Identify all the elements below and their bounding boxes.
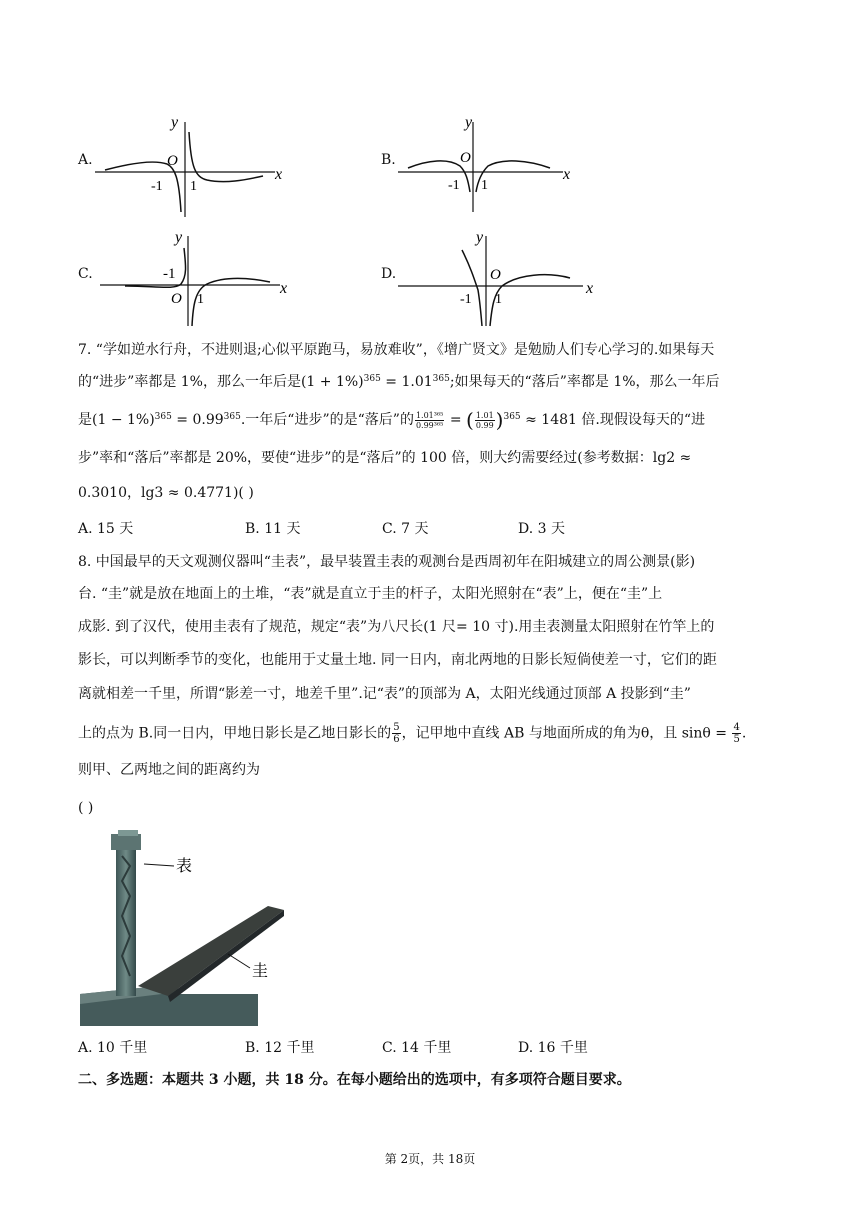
svg-text:y: y <box>171 114 179 131</box>
svg-text:1: 1 <box>190 179 197 194</box>
svg-text:x: x <box>586 280 594 297</box>
svg-text:x: x <box>275 166 283 183</box>
q8-line-3: 成影. 到了汉代，使用圭表有了规范，规定“表”为八尺长(1 尺= 10 寸).用圭表测量太阳照射在竹竿上的 <box>78 619 715 635</box>
q7-line-3: 是$(1 - 1\%)^{365} = 0.99^{365}$.一年后“进步”的是“落后”的 $\frac{\text{1.01³⁶⁵}}{\text{0.99³⁶⁵}}$ = ( $\frac{1.01}{0.99}$ )$^{365}$ ≈ 1481 倍.现假设每天的“进 <box>78 408 705 432</box>
q7-option-a[interactable]: A. 15 天 <box>78 521 134 537</box>
q8-option-d[interactable]: D. 16 千里 <box>518 1040 588 1056</box>
q8-line-6: 上的点为 B.同一日内，甲地日影长是乙地日影长的 $\frac{5}{6}$ ，记甲地中直线 AB 与地面所成的角为θ，且 sinθ = $\frac{4}{5}$ . <box>78 722 747 745</box>
option-d-label: D. <box>381 266 397 282</box>
svg-text:-1: -1 <box>151 179 163 194</box>
option-c-label: C. <box>78 266 93 282</box>
q8-option-a[interactable]: A. 10 千里 <box>78 1040 148 1056</box>
q7-option-d[interactable]: D. 3 天 <box>518 521 565 537</box>
q8-line-7: 则甲、乙两地之间的距离约为 <box>78 762 260 778</box>
svg-text:y: y <box>476 229 484 246</box>
svg-text:y: y <box>175 229 183 246</box>
q8-option-c[interactable]: C. 14 千里 <box>382 1040 452 1056</box>
svg-text:x: x <box>563 166 571 183</box>
q7-option-b[interactable]: B. 11 天 <box>245 521 301 537</box>
svg-text:y: y <box>465 114 473 131</box>
q8-line-1: 8. 中国最早的天文观测仪器叫“圭表”，最早装置圭表的观测台是西周初年在阳城建立的周公测景(影) <box>78 554 696 570</box>
q7-option-c[interactable]: C. 7 天 <box>382 521 429 537</box>
label-gui: 圭 <box>252 963 269 980</box>
q8-line-5: 离就相差一千里，所谓“影差一寸，地差千里”.记“表”的顶部为 A，太阳光线通过顶部 A 投影到“圭” <box>78 686 691 702</box>
fraction-base: $\frac{1.01}{0.99}$ <box>475 410 494 430</box>
svg-text:-1: -1 <box>448 178 460 193</box>
svg-text:x: x <box>280 280 288 297</box>
svg-text:1: 1 <box>495 292 502 307</box>
page-footer: 第 2页，共 18页 <box>384 1152 476 1166</box>
svg-text:-1: -1 <box>163 266 176 282</box>
option-b-label: B. <box>381 152 396 168</box>
option-a-label: A. <box>78 152 93 168</box>
q8-line-2: 台. “圭”就是放在地面上的土堆，“表”就是直立于圭的杆子，太阳光照射在“表”上，便在“圭”上 <box>78 586 663 602</box>
svg-text:1: 1 <box>197 292 204 307</box>
q8-option-b[interactable]: B. 12 千里 <box>245 1040 315 1056</box>
svg-text:-1: -1 <box>460 292 472 307</box>
q7-line-2: 的“进步”率都是 1%，那么一年后是$(1 + 1\%)^{365} = 1.01^{365}$;如果每天的“落后”率都是 1%，那么一年后 <box>78 374 720 390</box>
section-2-heading: 二、多选题：本题共 3 小题，共 18 分。在每小题给出的选项中，有多项符合题目要求。 <box>78 1072 631 1088</box>
svg-text:O: O <box>460 150 471 166</box>
svg-text:1: 1 <box>481 178 488 193</box>
q8-paren: ( ) <box>78 800 94 816</box>
label-biao: 表 <box>176 858 193 875</box>
svg-text:O: O <box>171 291 182 307</box>
gnomon-illustration <box>78 826 298 1026</box>
graph-b <box>398 112 588 217</box>
q8-line-4: 影长，可以判断季节的变化，也能用于丈量土地. 同一日内，南北两地的日影长短倘使差一寸，它们的距 <box>78 652 717 668</box>
graph-d <box>398 226 603 331</box>
graph-c <box>95 226 295 331</box>
graph-a <box>95 112 295 217</box>
q7-line-1: 7. “学如逆水行舟，不进则退;心似平原跑马，易放难收”，《增广贤文》是勉励人们专心学习的.如果每天 <box>78 342 715 358</box>
svg-text:O: O <box>167 153 178 169</box>
q7-line-4: 步”率和“落后”率都是 20%，要使“进步”的是“落后”的 100 倍，则大约需要经过(参考数据：lg2 ≈ <box>78 450 692 466</box>
svg-text:O: O <box>490 267 501 283</box>
fraction-ratio: $\frac{\text{1.01³⁶⁵}}{\text{0.99³⁶⁵}}$ <box>415 410 444 430</box>
q7-line-5: 0.3010，lg3 ≈ 0.4771)( ) <box>78 485 254 501</box>
